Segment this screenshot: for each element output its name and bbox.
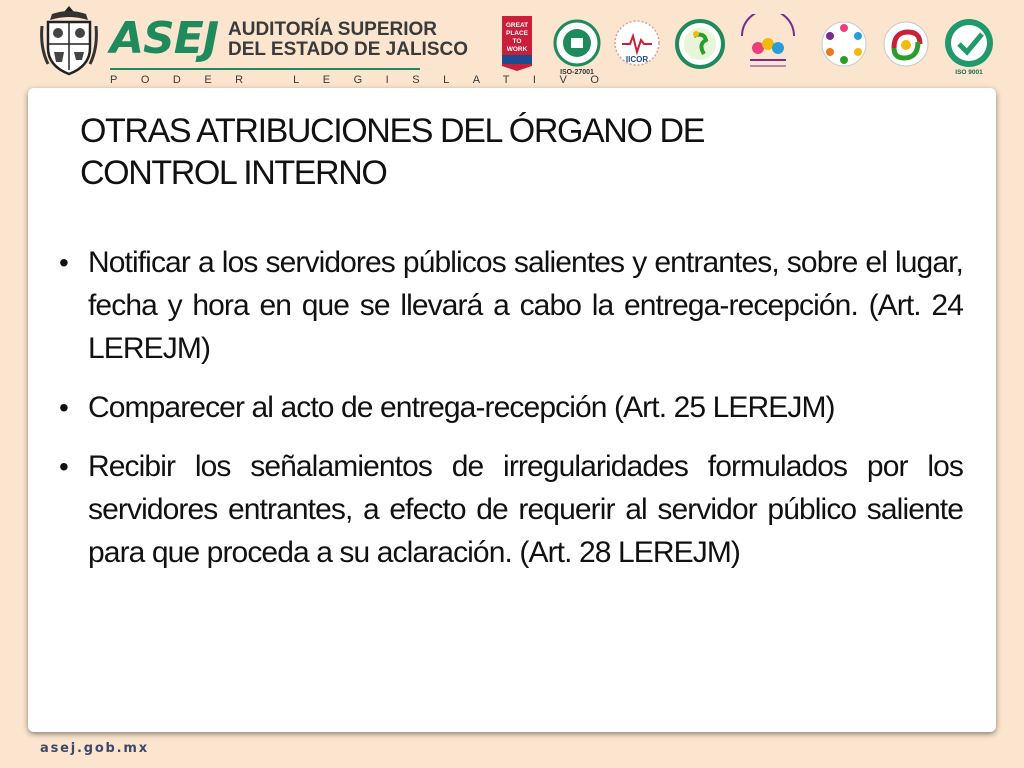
empresa-incluyente-icon (736, 14, 800, 76)
iiccor-icon (612, 18, 662, 76)
org-name-line2: DEL ESTADO DE JALISCO (228, 39, 468, 60)
certification-logos (496, 14, 1006, 80)
bullet-marker: • (59, 392, 68, 423)
bullet-marker: • (59, 451, 68, 482)
bullet-item (56, 241, 963, 370)
iso-9001-icon (942, 16, 996, 76)
tagline: PODER LEGISLATIVO (110, 74, 623, 86)
people-circle-icon (818, 18, 870, 76)
bullet-marker: • (59, 247, 68, 278)
brand-divider (110, 68, 420, 70)
svg-text:GREAT: GREAT (505, 22, 529, 29)
header (0, 0, 1024, 86)
footer-website-url: asej.gob.mx (40, 741, 149, 756)
asej-logo-text: ASEJ (110, 13, 219, 64)
bullet-text: Comparecer al acto de entrega-recepción (Art. 25 LEREJM) (88, 391, 835, 424)
svg-text:ISO 9001: ISO 9001 (955, 69, 983, 76)
bullet-text: Notificar a los servidores públicos salientes y entrantes, sobre el lugar, fecha y hora en que se llevará a cabo la entrega-recepción. (Art. 24 LEREJM) (88, 246, 963, 365)
bullet-item (56, 445, 963, 574)
jalisco-coat-of-arms-icon (38, 4, 100, 78)
familia-responsable-icon (674, 18, 726, 76)
svg-text:ISO-27001: ISO-27001 (560, 69, 594, 76)
bullet-text: Recibir los señalamientos de irregularidades formulados por los servidores entrantes, a efecto de requerir al servidor público saliente para que proceda a su aclaración. (Art. 28 LEREJM) (88, 450, 963, 569)
bullet-list (56, 241, 963, 590)
svg-text:PLACE: PLACE (505, 30, 529, 37)
slide-title-line1: OTRAS ATRIBUCIONES DEL ÓRGANO DE (80, 112, 704, 150)
iso-27001-icon (552, 18, 602, 76)
slide-content-card (28, 88, 996, 732)
org-name-line1: AUDITORÍA SUPERIOR (228, 19, 438, 40)
great-place-to-work-icon (500, 14, 534, 72)
slide-title-line2: CONTROL INTERNO (80, 154, 387, 192)
svg-text:IICOR: IICOR (625, 55, 649, 64)
svg-text:TO: TO (512, 38, 522, 45)
slide-title (80, 110, 900, 194)
org-name (228, 20, 468, 60)
bullet-item (56, 386, 963, 429)
social-responsibility-icon (880, 18, 932, 76)
svg-text:WORK: WORK (506, 46, 528, 53)
